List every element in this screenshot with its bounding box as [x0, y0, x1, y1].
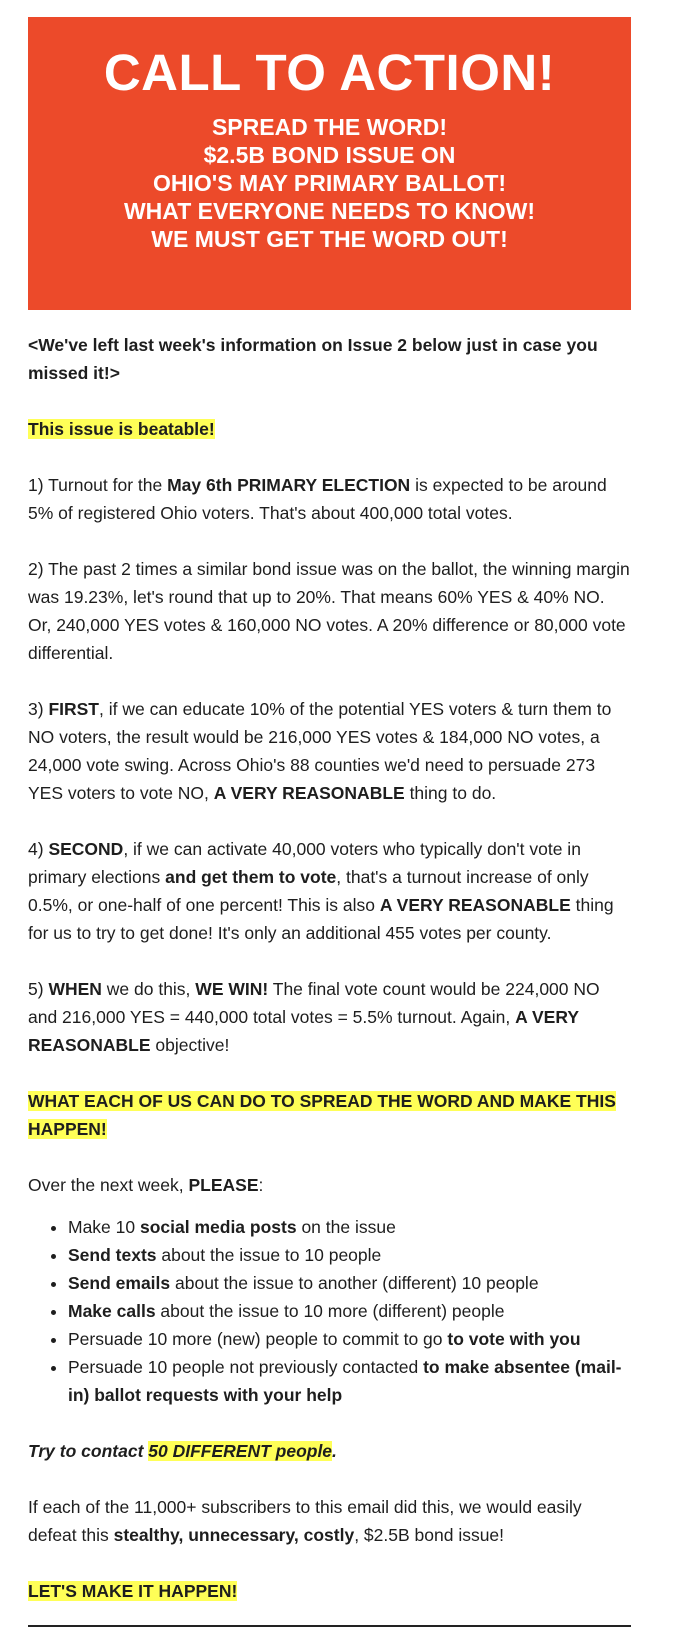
- banner-line: $2.5B BOND ISSUE ON: [203, 142, 456, 168]
- cta-line: [28, 1577, 631, 1605]
- beatable-line: [28, 415, 631, 443]
- cta-highlight: LET'S MAKE IT HAPPEN!: [28, 1581, 238, 1601]
- point-2: 2) The past 2 times a similar bond issue was on the ballot, the winning margin was 19.23%, let's round that up to 20%. That means 60% YES & 40% NO. Or, 240,000 YES votes & 160,000 NO votes. A 20% difference or 80,000 vote differential.: [28, 559, 630, 663]
- point-3: 3) FIRST, if we can educate 10% of the potential YES voters & turn them to NO voters, the result would be 216,000 YES votes & 184,000 NO votes, a 24,000 vote swing. Across Ohio's 88 counties we'd need to persuade 273 YES voters to vote NO, A VERY REASONABLE thing to do.: [28, 699, 612, 803]
- list-item: • Send emails about the issue to another (different) 10 people: [68, 1269, 631, 1297]
- what-heading: WHAT EACH OF US CAN DO TO SPREAD THE WORD AND MAKE THIS HAPPEN!: [28, 1091, 616, 1139]
- call-to-action-banner: [28, 17, 631, 310]
- list-item: • Make 10 social media posts on the issue: [68, 1213, 631, 1241]
- point-5: 5) WHEN we do this, WE WIN! The final vote count would be 224,000 NO and 216,000 YES = 440,000 total votes = 5.5% turnout. Again, A VERY REASONABLE objective!: [28, 979, 600, 1055]
- banner-line: WE MUST GET THE WORD OUT!: [151, 226, 508, 252]
- divider: [28, 1625, 631, 1627]
- banner-line: SPREAD THE WORD!: [211, 114, 448, 140]
- email-body: [28, 17, 631, 1627]
- list-item: • Make calls about the issue to 10 more (different) people: [68, 1297, 631, 1325]
- list-item: • Persuade 10 people not previously contacted to make absentee (mail-in) ballot requests with your help: [68, 1353, 631, 1409]
- banner-line: WHAT EVERYONE NEEDS TO KNOW!: [123, 198, 536, 224]
- banner-line: OHIO'S MAY PRIMARY BALLOT!: [152, 170, 507, 196]
- intro-note: <We've left last week's information on Issue 2 below just in case you missed it!>: [28, 335, 598, 383]
- article-content: [28, 331, 631, 1627]
- list-item: • Send texts about the issue to 10 people: [68, 1241, 631, 1269]
- point-4: 4) SECOND, if we can activate 40,000 voters who typically don't vote in primary elections and get them to vote, that's a turnout increase of only 0.5%, or one-half of one percent! This is also A VERY REASONABLE thing for us to try to get done! It's only an additional 455 votes per county.: [28, 839, 614, 943]
- beatable-highlight: This issue is beatable!: [28, 419, 215, 439]
- closing-paragraph: If each of the 11,000+ subscribers to this email did this, we would easily defeat this stealthy, unnecessary, costly, $2.5B bond issue!: [28, 1497, 582, 1545]
- banner-subtitle: [28, 113, 631, 253]
- point-1: 1) Turnout for the May 6th PRIMARY ELECTION is expected to be around 5% of registered Ohio voters. That's about 400,000 total votes.: [28, 475, 607, 523]
- action-list: [28, 1213, 631, 1409]
- try-contact: Try to contact 50 DIFFERENT people.: [28, 1441, 337, 1461]
- over-next-week: Over the next week, PLEASE:: [28, 1175, 264, 1195]
- list-item: • Persuade 10 more (new) people to commit to go to vote with you: [68, 1325, 631, 1353]
- banner-title: CALL TO ACTION!: [103, 44, 556, 101]
